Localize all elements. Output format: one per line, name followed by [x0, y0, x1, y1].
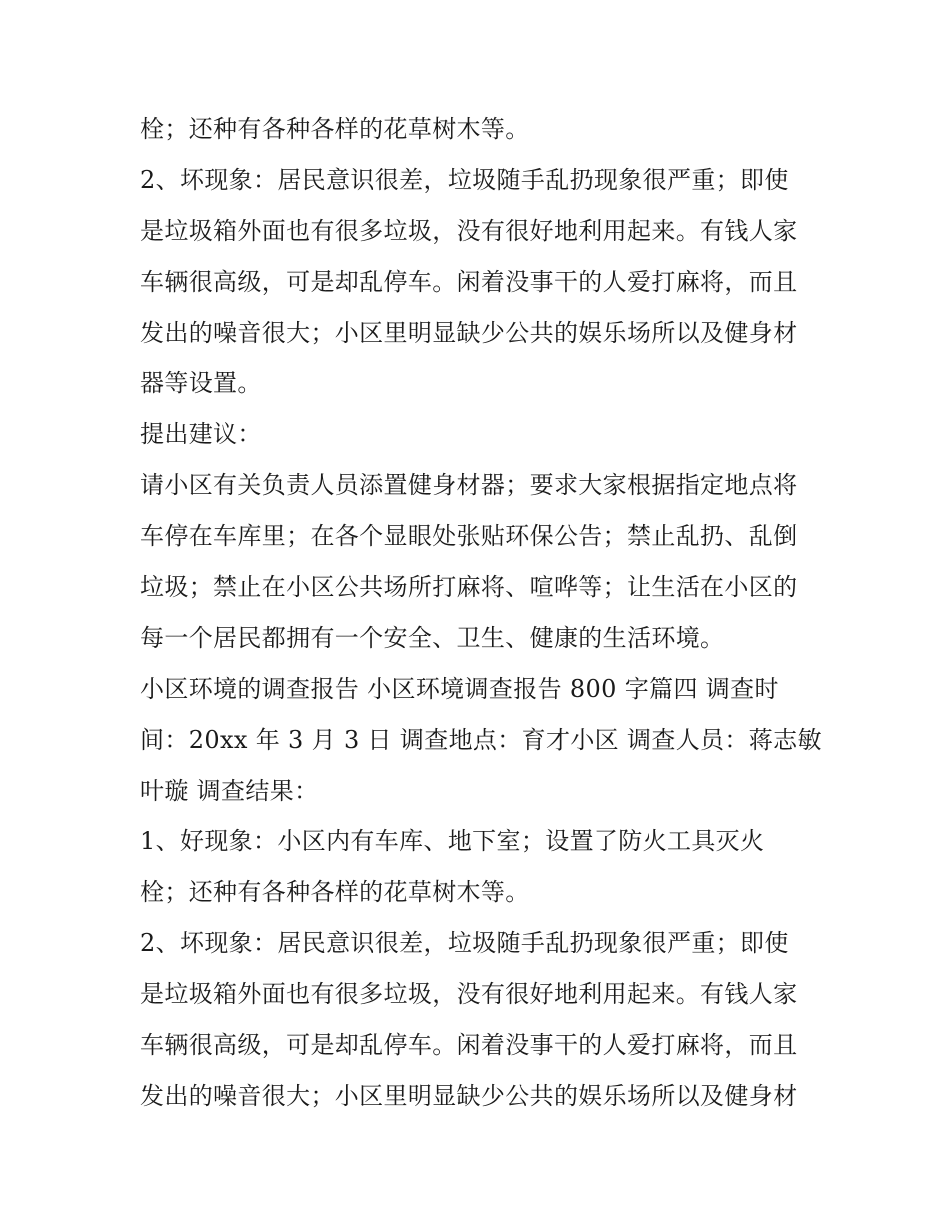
text-line: 垃圾；禁止在小区公共场所打麻将、喧哗等；让生活在小区的 [140, 573, 798, 602]
text-line: 是垃圾箱外面也有很多垃圾，没有很好地利用起来。有钱人家 [140, 216, 798, 245]
text-line: 每一个居民都拥有一个安全、卫生、健康的生活环境。 [140, 623, 725, 652]
text-line: 器等设置。 [140, 369, 262, 398]
document-body [140, 104, 820, 1122]
text-line: 发出的噪音很大；小区里明显缺少公共的娱乐场所以及健身材 [140, 318, 798, 347]
text-line: 车辆很高级，可是却乱停车。闲着没事干的人爱打麻将，而且 [140, 267, 798, 296]
text-line: 叶璇 调查结果： [140, 776, 319, 805]
report-title-line: 小区环境的调查报告 小区环境调查报告 800 字篇四 调查时 [140, 674, 779, 703]
text-line: 2、坏现象：居民意识很差，垃圾随手乱扔现象很严重；即使 [140, 929, 789, 958]
text-line: 栓；还种有各种各样的花草树木等。 [140, 878, 530, 907]
text-line: 2、坏现象：居民意识很差，垃圾随手乱扔现象很严重；即使 [140, 165, 789, 194]
text-line: 间：20xx 年 3 月 3 日 调查地点：育才小区 调查人员：蒋志敏 [140, 725, 822, 754]
text-line: 车辆很高级，可是却乱停车。闲着没事干的人爱打麻将，而且 [140, 1031, 798, 1060]
text-line: 发出的噪音很大；小区里明显缺少公共的娱乐场所以及健身材 [140, 1081, 798, 1110]
section-heading: 提出建议： [140, 420, 262, 449]
text-line: 请小区有关负责人员添置健身材器；要求大家根据指定地点将 [140, 471, 798, 500]
text-line: 栓；还种有各种各样的花草树木等。 [140, 115, 530, 143]
text-line: 是垃圾箱外面也有很多垃圾，没有很好地利用起来。有钱人家 [140, 980, 798, 1009]
text-line: 1、好现象：小区内有车库、地下室；设置了防火工具灭火 [140, 827, 765, 856]
text-line: 车停在车库里；在各个显眼处张贴环保公告；禁止乱扔、乱倒 [140, 522, 798, 551]
